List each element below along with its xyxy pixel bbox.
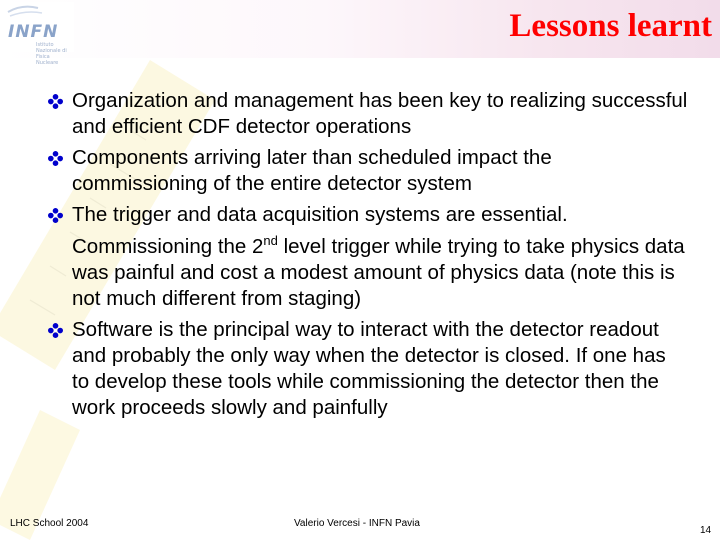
diamond-bullet-icon [48,151,63,166]
bullet-text-pre: The trigger and data acquisition systems are essential. Commissioning the 2 [72,203,568,258]
bullet-text: Software is the principal way to interact with the detector readout and probably the only way when the detector is closed. If one has to develop these tools while commissioning the detector then the work proceeds slowly and painfully [72,317,666,419]
bullet-item [48,317,688,421]
logo-subtitle: Istituto Nazionale di Fisica Nucleare [36,42,67,66]
bullet-item [48,145,688,197]
logo-name: INFN [8,22,59,42]
slide-title: Lessons learnt [509,8,712,44]
bullet-text: Components arriving later than scheduled impact the commissioning of the entire detector system [72,146,552,195]
bullet-text-post: level trigger while trying to take physics data was painful and cost a modest amount of physics data (note this is not much different from staging) [72,234,685,310]
footer-author: Valerio Vercesi - INFN Pavia [294,518,420,529]
bullet-item [48,88,688,140]
diamond-bullet-icon [48,94,63,109]
diamond-bullet-icon [48,323,63,338]
diamond-bullet-icon [48,208,63,223]
footer-event: LHC School 2004 [10,518,89,529]
page-number: 14 [700,525,712,536]
bullet-item [48,202,688,312]
bullet-list [48,88,688,426]
bullet-text: Organization and management has been key to realizing successful and efficient CDF detector operations [72,89,688,138]
infn-logo [2,2,74,66]
ordinal-superscript: nd [263,233,278,248]
bullet-text [72,203,685,310]
